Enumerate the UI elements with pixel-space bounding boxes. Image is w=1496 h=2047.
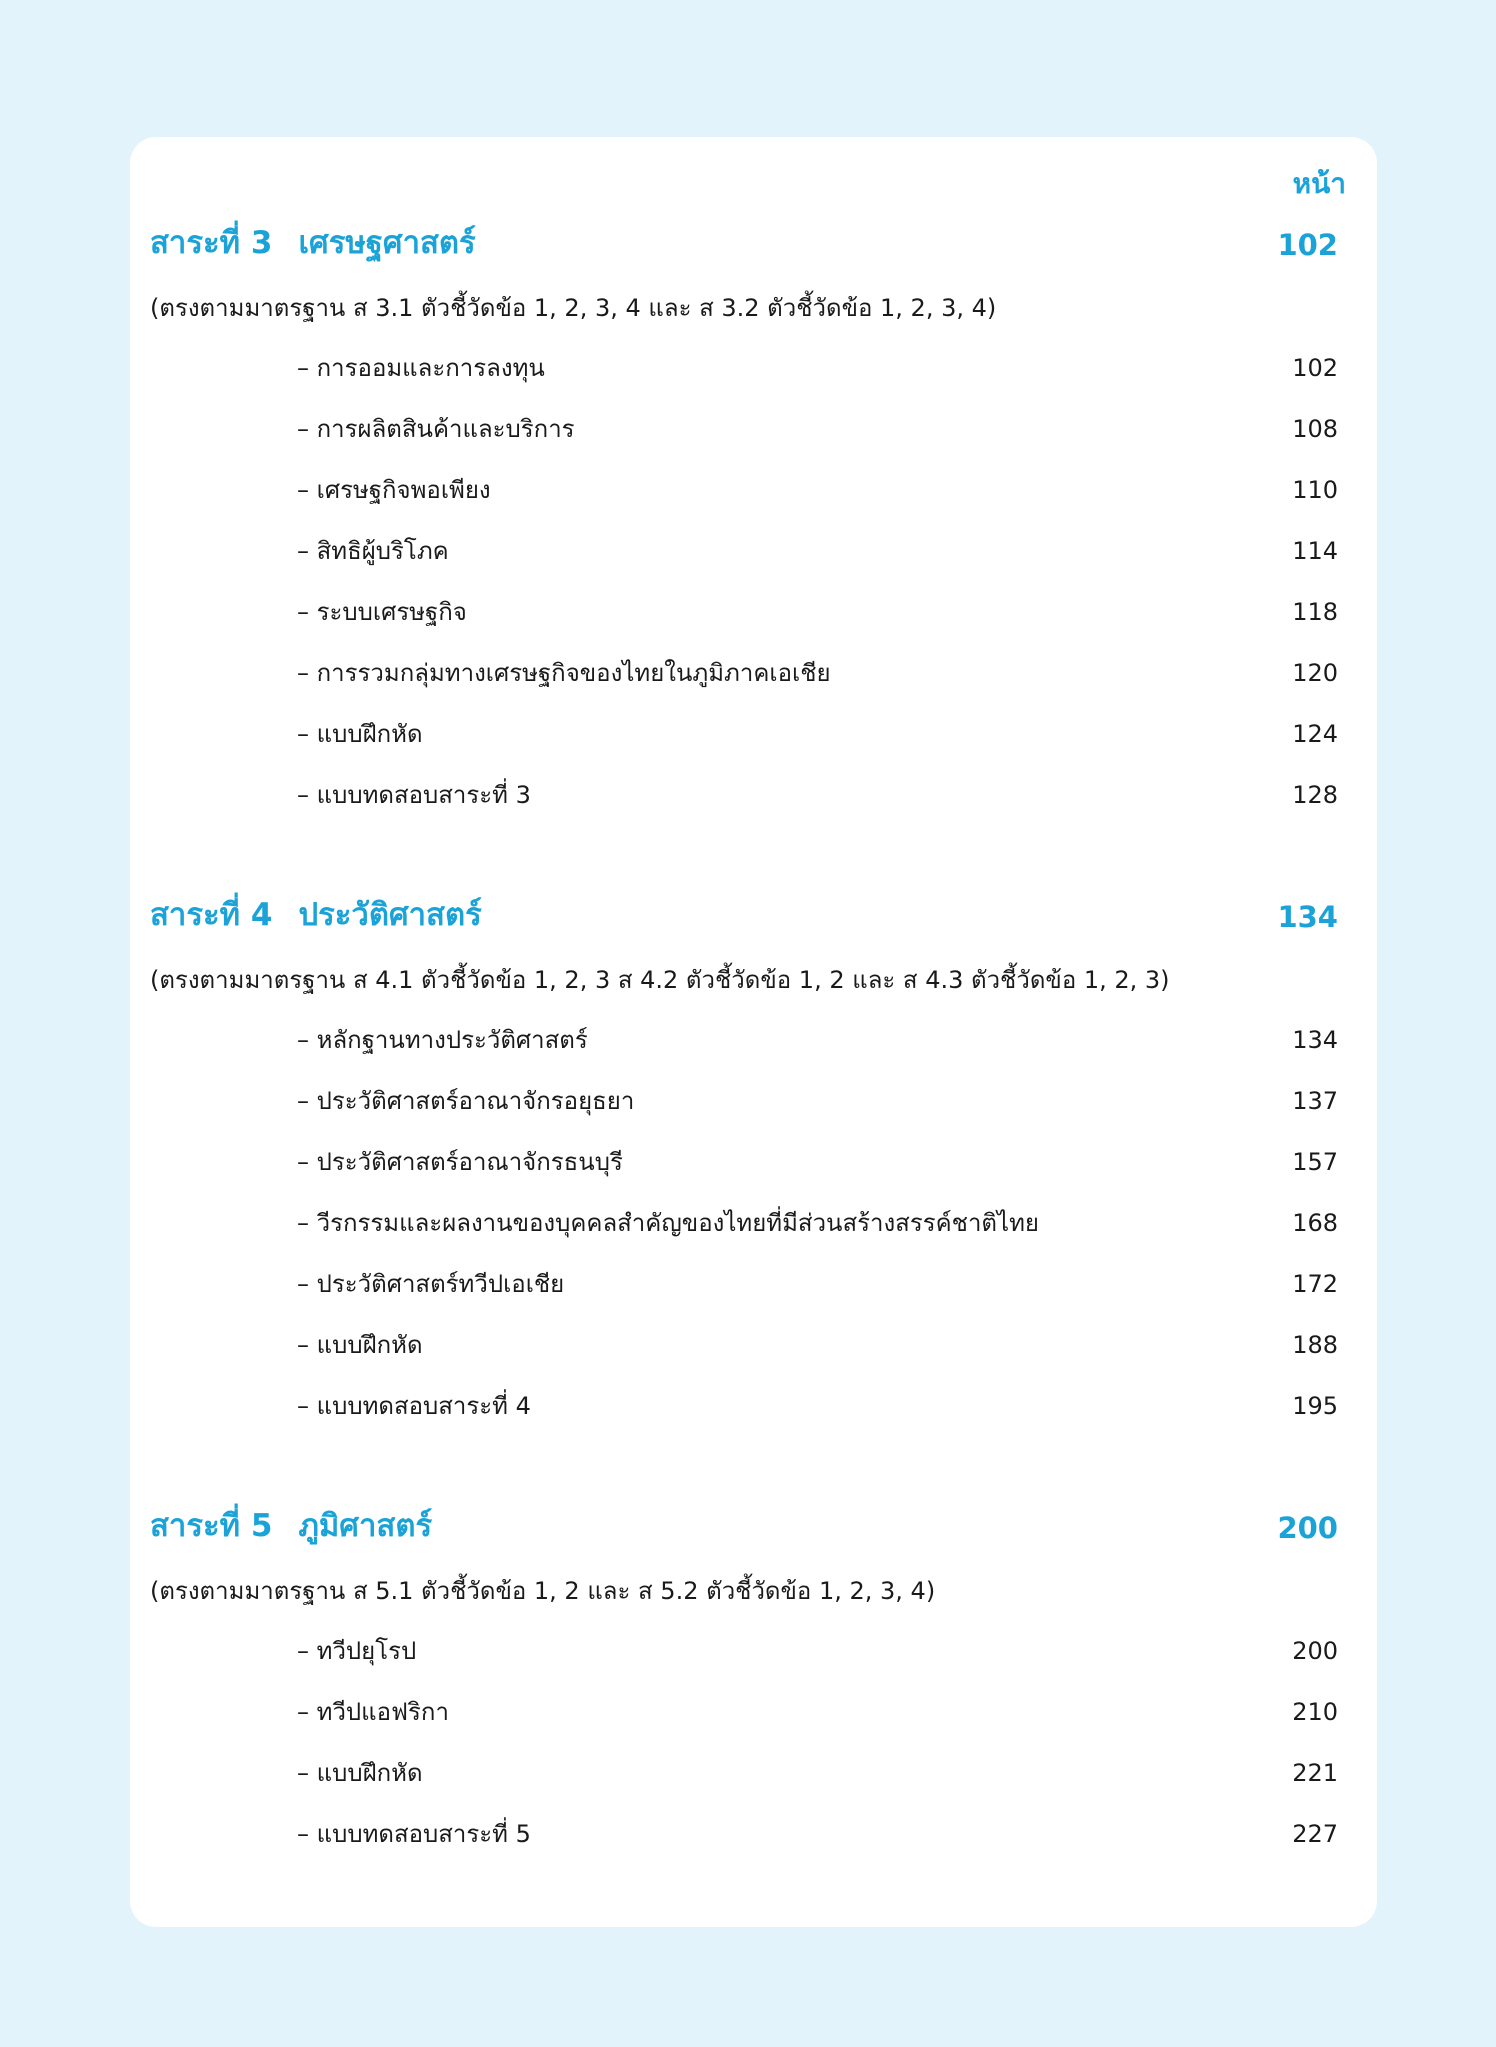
toc-item-page: 210 (1292, 1698, 1338, 1726)
section-4-standards-note: (ตรงตามมาตรฐาน ส 4.1 ตัวชี้วัดข้อ 1, 2, 3 ส 4.2 ตัวชี้วัดข้อ 1, 2 และ ส 4.3 ตัวชี้วัดข้อ 1, 2, 3) (150, 966, 1170, 994)
toc-item-page: 157 (1292, 1148, 1338, 1176)
toc-item-page: 195 (1292, 1392, 1338, 1420)
section-4-name: ประวัติศาสตร์ (298, 897, 482, 933)
toc-item-label[interactable]: – สิทธิผู้บริโภค (297, 537, 449, 565)
section-5-title[interactable] (150, 1508, 433, 1544)
toc-item-label[interactable]: – ระบบเศรษฐกิจ (297, 598, 467, 626)
toc-item-label[interactable]: – ประวัติศาสตร์อาณาจักรธนบุรี (297, 1148, 623, 1176)
toc-item-page: 108 (1292, 415, 1338, 443)
toc-item-label[interactable]: – ประวัติศาสตร์อาณาจักรอยุธยา (297, 1087, 635, 1115)
toc-item-page: 120 (1292, 659, 1338, 687)
toc-item-page: 114 (1292, 537, 1338, 565)
section-4-prefix: สาระที่ 4 (150, 897, 273, 933)
toc-item-label[interactable]: – แบบทดสอบสาระที่ 5 (297, 1820, 531, 1848)
toc-item-page: 227 (1292, 1820, 1338, 1848)
toc-item-page: 168 (1292, 1209, 1338, 1237)
toc-item-label[interactable]: – แบบฝึกหัด (297, 1759, 423, 1787)
toc-item-label[interactable]: – แบบทดสอบสาระที่ 3 (297, 781, 531, 809)
toc-item-page: 134 (1292, 1026, 1338, 1054)
toc-item-label[interactable]: – วีรกรรมและผลงานของบุคคลสำคัญของไทยที่มีส่วนสร้างสรรค์ชาติไทย (297, 1209, 1039, 1237)
toc-item-page: 124 (1292, 720, 1338, 748)
toc-item-page: 200 (1292, 1637, 1338, 1665)
toc-item-label[interactable]: – การรวมกลุ่มทางเศรษฐกิจของไทยในภูมิภาคเอเชีย (297, 659, 831, 687)
toc-item-label[interactable]: – หลักฐานทางประวัติศาสตร์ (297, 1026, 588, 1054)
section-3-title[interactable] (150, 225, 476, 261)
toc-item-label[interactable]: – ทวีปแอฟริกา (297, 1698, 449, 1726)
toc-item-label[interactable]: – การผลิตสินค้าและบริการ (297, 415, 575, 443)
toc-item-page: 172 (1292, 1270, 1338, 1298)
toc-item-label[interactable]: – ทวีปยุโรป (297, 1637, 417, 1665)
toc-item-label[interactable]: – การออมและการลงทุน (297, 354, 545, 382)
section-3-page: 102 (1277, 228, 1338, 262)
toc-item-page: 102 (1292, 354, 1338, 382)
toc-item-page: 188 (1292, 1331, 1338, 1359)
toc-item-page: 221 (1292, 1759, 1338, 1787)
section-3-standards-note: (ตรงตามมาตรฐาน ส 3.1 ตัวชี้วัดข้อ 1, 2, 3, 4 และ ส 3.2 ตัวชี้วัดข้อ 1, 2, 3, 4) (150, 294, 997, 322)
section-3-name: เศรษฐศาสตร์ (298, 225, 476, 261)
toc-item-label[interactable]: – แบบทดสอบสาระที่ 4 (297, 1392, 531, 1420)
toc-item-label[interactable]: – แบบฝึกหัด (297, 1331, 423, 1359)
toc-item-page: 110 (1292, 476, 1338, 504)
toc-item-page: 128 (1292, 781, 1338, 809)
toc-item-page: 137 (1292, 1087, 1338, 1115)
section-4-page: 134 (1277, 900, 1338, 934)
section-4-title[interactable] (150, 897, 482, 933)
toc-item-label[interactable]: – ประวัติศาสตร์ทวีปเอเชีย (297, 1270, 565, 1298)
section-5-name: ภูมิศาสตร์ (298, 1508, 433, 1544)
toc-item-label[interactable]: – เศรษฐกิจพอเพียง (297, 476, 491, 504)
page-column-header: หน้า (1292, 167, 1346, 200)
section-3-prefix: สาระที่ 3 (150, 225, 273, 261)
toc-item-label[interactable]: – แบบฝึกหัด (297, 720, 423, 748)
section-5-prefix: สาระที่ 5 (150, 1508, 273, 1544)
section-5-page: 200 (1277, 1511, 1338, 1545)
toc-item-page: 118 (1292, 598, 1338, 626)
section-5-standards-note: (ตรงตามมาตรฐาน ส 5.1 ตัวชี้วัดข้อ 1, 2 และ ส 5.2 ตัวชี้วัดข้อ 1, 2, 3, 4) (150, 1577, 936, 1605)
